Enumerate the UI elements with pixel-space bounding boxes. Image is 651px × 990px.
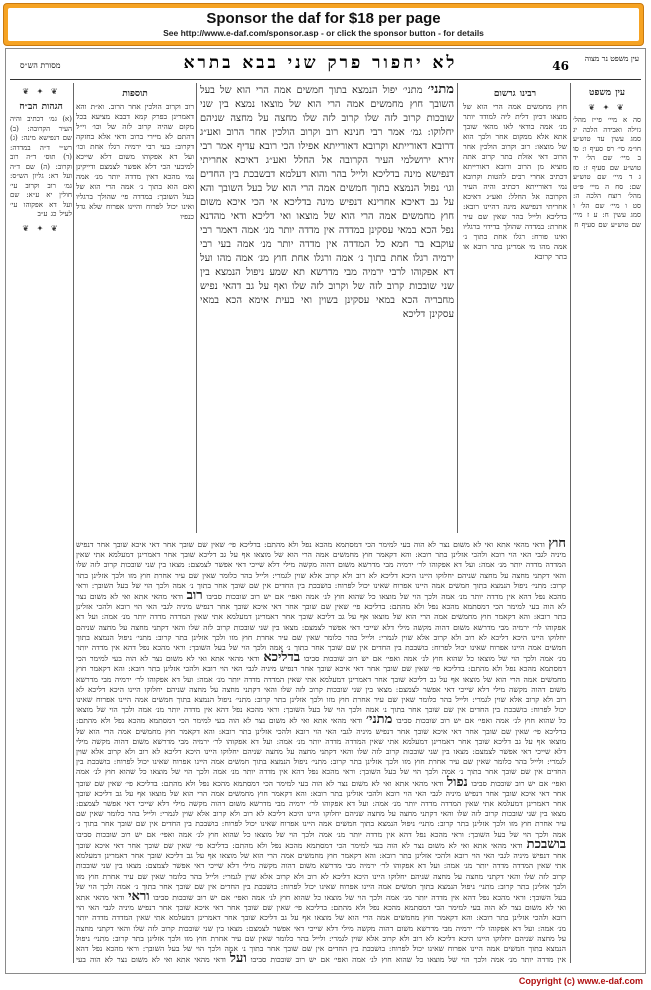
page-title: לא יחפור פרק שני בבא בתרא [183, 53, 458, 73]
dibur-hamatchil: נפול [447, 774, 468, 790]
dibur-hamatchil: מתני׳ [366, 712, 393, 728]
ein-mishpat-heading: עין משפט [589, 88, 625, 98]
tosafot-column [76, 83, 194, 533]
copyright-notice[interactable]: Copyright (c) www.e-daf.com [518, 976, 643, 986]
ein-mishpat-column [573, 83, 641, 963]
gemara-text: מתני׳ יפול הנמצא בתוך חמשים אמה הרי הוא של בעל השובך חוץ מחמשים אמה הרי הוא של מוצאו נמצא בין שני שובכות קרוב לזה שלו קרוב לזה שלו מחצה על מחצה שניהם יחלוקו: גמ׳ אמר רבי חנינא רוב וקרוב הולכין אחר הרוב ואע״ג דרובא דאורייתא וקרובא דאורייתא אפילו הכי רובא עדיף אמר רבי זירא ירושלמי העיר הקרובה אל החלל ואע״ג דאיכא אחריתי דנפישא מינה בדליכא ולייל בהר והוא דעלמא דבשבכת בין החדים וגו׳ נפול הנמצא בתוך חמשים אמה הרי הוא של בעל השובך והא על גב דאיכא אחרינא דנפיש מינה בדליכא אי הכי איכא משום חוץ מחמשים אמה הרי הוא של מוצאו ואי דליכא ודאי מהדנא נפל הכא במאי עסקינן במדדה אין מדדה יותר מנ׳ אמה דאמר רבי עוקבא בר חמא כל המדדה אין מדדה יותר מנ׳ אמה בעי רבי ירמיה רגלו אחת בתוך נ׳ אמה ורגלו אחת חוץ מנ׳ אמה מהו ועל דא אפקוהו לרבי ירמיה מבי מדרשא תא שמע ניפול הנמצא בין שני שובכות קרוב לזה של וקרוב לזה שלו ואף על גב דהאי נפיש מחבריה הכא במאי עסקינן בשוין ואי בעית אימא הכא במאי עסקינן דליכא [200, 85, 454, 320]
mishna-marker: מתני׳ [427, 83, 454, 97]
gemara-column [200, 83, 454, 531]
sponsor-banner-inner[interactable] [8, 8, 639, 41]
masoret-hashas-label: מסורת הש״ס [20, 61, 61, 70]
dibur-hamatchil: בושבכת [526, 836, 566, 852]
rashi-text: חוץ מחמשים אמה הרי הוא של מוצאו דכיון דלית ליה למודד יותר מנ׳ אמה בודאי לאו מהאי שובך אתא אלא ממקום אחר ולכך הוא של מוצאו: רוב וקרוב הולכין אחר הרוב דאי אזלת בתר קרוב אתה מוציא מן הרוב ורובא דאורייתא דכתיב אחרי רבים להטות וקרובא נמי דאורייתא דכתיב והיה העיר הקרובה אל החלל: ואע״ג דאיכא אחריתי דנפישא מינה דהיינו רובא: בדליכא ולייל בהר שאין שם עיר אחרת: במדדה שהולך בדידוי ברגליו ואינו פורח: רגלו אחת בתוך נ׳ אמה מהו מי אמרינן בתר רובא או בתר קרובא [463, 102, 567, 261]
commentary-bottom-text-8: ודאי מהאי אתא ואי לא משום נצר לא הוה בעי [76, 955, 226, 963]
commentary-bottom [76, 539, 566, 963]
dibur-hamatchil: רוב [186, 588, 203, 604]
hagahot-heading: הגהות הב״ח [19, 101, 63, 112]
dibur-hamatchil: ועל [229, 951, 247, 963]
ornament-divider: ❦ ✦ ❦ [22, 87, 60, 96]
ornament-divider: ❦ ✦ ❦ [588, 102, 626, 112]
page-header [6, 53, 645, 79]
divider-right-margin [570, 83, 571, 963]
talmud-page [5, 48, 646, 974]
sponsor-banner[interactable] [3, 3, 644, 46]
hagahot-column [10, 83, 72, 963]
rashi-heading: רבינו גרשום [493, 89, 537, 99]
ornament-divider: ❦ ✦ ❦ [22, 223, 60, 233]
ein-mishpat-label: עין משפט נר מצוה [584, 54, 639, 63]
sponsor-title: Sponsor the daf for $18 per page [206, 10, 441, 27]
commentary-bottom-text-6: ודאי מהאי אתא ואי לא משום נצר לא הוה בעי למימר הכי דמסתמא מהכא נפל ולא מהתם: בדליכא פי׳ שאין שם שובך אחר דאי איכא שובך אחר דנפיש מיניה לגבי האי הוי רובא ולהכי אזלינן בתר רובא: והא דקאמר חוץ מחמשים אמה הרי הוא של מוצאו אף על גב דליכא שובך אחר דאמרינן דמעלמא אתי שאין המדדה מדדה יותר מנ׳ אמה: ועל דא אפקוהו לר׳ ירמיה מבי מדרשא משום דהוה מקשה מילי דלא שייכי דאי אפשר לצמצם: מצאו בין שני שובכות קרוב לזה שלו והאי דקתני מחצה על מחצה שניהם יחלוקו היינו היכא דליכא לא רוב ולא קרוב אלא שוין לגמרי: ולייל בהר כלומר שאין שם עיר אחרת חוץ מזו ולכך אזלינן בתר קרוב: מתני׳ ניפול הנמצא בתוך חמשים אמה היינו אפרוח שאינו יכול לפרוח: בושבכת בין החדים אין שם שובך אחר בתוך נ׳ אמה ולכך הוי של בעל השובך: וראי מהכא נפל דהא אין מדדה יותר מנ׳ אמה ולכך הוי של מוצאו כל שהוא חוץ לנ׳ אמה ואפי׳ אם יש רוב שובכות סביבו [76, 840, 566, 902]
commentary-bottom-text: ודאי מהאי אתא ואי לא משום נצר לא הוה בעי למימר הכי דמסתמא מהכא נפל ולא מהתם: בדליכא פי׳ שאין שם שובך אחר דאי איכא שובך אחר דנפיש מיניה לגבי האי הוי רובא ולהכי אזלינן בתר רובא: והא דקאמר חוץ מחמשים אמה הרי הוא של מוצאו אף על גב דליכא שובך אחר דאמרינן דמעלמא אתי שאין המדדה מדדה יותר מנ׳ אמה: ועל דא אפקוהו לר׳ ירמיה מבי מדרשא משום דהוה מקשה מילי דלא שייכי דאי אפשר לצמצם: מצאו בין שני שובכות קרוב לזה שלו והאי דקתני מחצה על מחצה שניהם יחלוקו היינו היכא דליכא לא רוב ולא קרוב אלא שוין לגמרי: ולייל בהר כלומר שאין שם עיר אחרת חוץ מזו ולכך אזלינן בתר קרוב: מתני׳ ניפול הנמצא בתוך חמשים אמה היינו אפרוח שאינו יכול לפרוח: בושבכת בין החדים אין שם שובך אחר בתוך נ׳ אמה ולכך הוי של בעל השובך: וראי מהכא נפל דהא אין מדדה יותר מנ׳ אמה ולכך הוי של מוצאו כל שהוא חוץ לנ׳ אמה ואפי׳ אם יש רוב שובכות סביבו [76, 540, 566, 602]
divider-left-margin [73, 83, 74, 963]
commentary-bottom-text-3: ודאי מהאי אתא ואי לא משום נצר לא הוה בעי למימר הכי דמסתמא מהכא נפל ולא מהתם: בדליכא פי׳ שאין שם שובך אחר דאי איכא שובך אחר דנפיש מיניה לגבי האי הוי רובא ולהכי אזלינן בתר רובא: והא דקאמר חוץ מחמשים אמה הרי הוא של מוצאו אף על גב דליכא שובך אחר דאמרינן דמעלמא אתי שאין המדדה מדדה יותר מנ׳ אמה: ועל דא אפקוהו לר׳ ירמיה מבי מדרשא משום דהוה מקשה מילי דלא שייכי דאי אפשר לצמצם: מצאו בין שני שובכות קרוב לזה שלו והאי דקתני מחצה על מחצה שניהם יחלוקו היינו היכא דליכא לא רוב ולא קרוב אלא שוין לגמרי: ולייל בהר כלומר שאין שם עיר אחרת חוץ מזו ולכך אזלינן בתר קרוב: מתני׳ ניפול הנמצא בתוך חמשים אמה היינו אפרוח שאינו יכול לפרוח: בושבכת בין החדים אין שם שובך אחר בתוך נ׳ אמה ולכך הוי של בעל השובך: וראי מהכא נפל דהא אין מדדה יותר מנ׳ אמה ולכך הוי של מוצאו כל שהוא חוץ לנ׳ אמה ואפי׳ אם יש רוב שובכות סביבו [76, 654, 566, 726]
rashi-column [463, 83, 567, 533]
dibur-hamatchil: בדליכא [263, 650, 301, 666]
sponsor-subtitle[interactable]: See http://www.e-daf.com/sponsor.asp - or click the sponsor button - for details [163, 28, 484, 38]
header-rule [10, 79, 641, 80]
dibur-hamatchil: וראי [128, 888, 150, 904]
ein-mishpat-text: סה א מיי׳ פי״ז מהל׳ גזילה ואבידה הלכה יג סמג עשין עד טוש״ע חו״מ סי׳ רס סעיף ו: סו ב מיי׳ שם הל׳ יד טוש״ע שם סעיף ז: סז ג ד מיי׳ שם טוש״ע שם: סח ה מיי׳ פ״ט מהל׳ רוצח הלכה ה: סט ו מיי׳ שם הל׳ ו סמג עשין ח: ע ז מיי׳ שם טוש״ע שם סעיף ח [573, 116, 641, 229]
dibur-hamatchil: חוץ [548, 539, 566, 551]
commentary-bottom-text-5: ודאי מהאי אתא ואי לא משום נצר לא הוה בעי למימר הכי דמסתמא מהכא נפל ולא מהתם: בדליכא פי׳ שאין שם שובך אחר דאי איכא שובך אחר דנפיש מיניה לגבי האי הוי רובא ולהכי אזלינן בתר רובא: והא דקאמר חוץ מחמשים אמה הרי הוא של מוצאו אף על גב דליכא שובך אחר דאמרינן דמעלמא אתי שאין המדדה מדדה יותר מנ׳ אמה: ועל דא אפקוהו לר׳ ירמיה מבי מדרשא משום דהוה מקשה מילי דלא שייכי דאי אפשר לצמצם: מצאו בין שני שובכות קרוב לזה שלו והאי דקתני מחצה על מחצה שניהם יחלוקו היינו היכא דליכא לא רוב ולא קרוב אלא שוין לגמרי: ולייל בהר כלומר שאין שם עיר אחרת חוץ מזו ולכך אזלינן בתר קרוב: מתני׳ ניפול הנמצא בתוך חמשים אמה היינו אפרוח שאינו יכול לפרוח: בושבכת בין החדים אין שם שובך אחר בתוך נ׳ אמה ולכך הוי של בעל השובך: וראי מהכא נפל דהא אין מדדה יותר מנ׳ אמה ולכך הוי של מוצאו כל שהוא חוץ לנ׳ אמה ואפי׳ אם יש רוב שובכות סביבו [76, 778, 566, 839]
divider-tosafot [196, 83, 197, 533]
page-number: 46 [552, 59, 569, 73]
commentary-bottom-text-2: ודאי מהאי אתא ואי לא משום נצר לא הוה בעי למימר הכי דמסתמא מהכא נפל ולא מהתם: בדליכא פי׳ שאין שם שובך אחר דאי איכא שובך אחר דנפיש מיניה לגבי האי הוי רובא ולהכי אזלינן בתר רובא: והא דקאמר חוץ מחמשים אמה הרי הוא של מוצאו אף על גב דליכא שובך אחר דאמרינן דמעלמא אתי שאין המדדה מדדה יותר מנ׳ אמה: ועל דא אפקוהו לר׳ ירמיה מבי מדרשא משום דהוה מקשה מילי דלא שייכי דאי אפשר לצמצם: מצאו בין שני שובכות קרוב לזה שלו והאי דקתני מחצה על מחצה שניהם יחלוקו היינו היכא דליכא לא רוב ולא קרוב אלא שוין לגמרי: ולייל בהר כלומר שאין שם עיר אחרת חוץ מזו ולכך אזלינן בתר קרוב: מתני׳ ניפול הנמצא בתוך חמשים אמה היינו אפרוח שאינו יכול לפרוח: בושבכת בין החדים אין שם שובך אחר בתוך נ׳ אמה ולכך הוי של בעל השובך: וראי מהכא נפל דהא אין מדדה יותר מנ׳ אמה ולכך הוי של מוצאו כל שהוא חוץ לנ׳ אמה ואפי׳ אם יש רוב שובכות סביבו [76, 592, 566, 664]
commentary-bottom-text-7: ודאי מהאי אתא ואי לא משום נצר לא הוה בעי למימר הכי דמסתמא מהכא נפל ולא מהתם: בדליכא פי׳ שאין שם שובך אחר דאי איכא שובך אחר דנפיש מיניה לגבי האי הוי רובא ולהכי אזלינן בתר רובא: והא דקאמר חוץ מחמשים אמה הרי הוא של מוצאו אף על גב דליכא שובך אחר דאמרינן דמעלמא אתי שאין המדדה מדדה יותר מנ׳ אמה: ועל דא אפקוהו לר׳ ירמיה מבי מדרשא משום דהוה מקשה מילי דלא שייכי דאי אפשר לצמצם: מצאו בין שני שובכות קרוב לזה שלו והאי דקתני מחצה על מחצה שניהם יחלוקו היינו היכא דליכא לא רוב ולא קרוב אלא שוין לגמרי: ולייל בהר כלומר שאין שם עיר אחרת חוץ מזו ולכך אזלינן בתר קרוב: מתני׳ ניפול הנמצא בתוך חמשים אמה היינו אפרוח שאינו יכול לפרוח: בושבכת בין החדים אין שם שובך אחר בתוך נ׳ אמה ולכך הוי של בעל השובך: וראי מהכא נפל דהא אין מדדה יותר מנ׳ אמה ולכך הוי של מוצאו כל שהוא חוץ לנ׳ אמה ואפי׳ אם יש רוב שובכות סביבו [76, 892, 566, 963]
tosafot-heading: תוספות [122, 89, 148, 99]
divider-rashi [457, 83, 458, 533]
hagahot-text: (א) גמ׳ דכתיב והיה העיר הקרובה: (ב) שם דנפישא מינה: (ג) רש״י ד״ה במדדה: (ד) תוס׳ ד״ה רוב וקרוב: (ה) שם ד״ה ועל דא: גליון הש״ס: גמ׳ רוב וקרוב עי׳ חולין יא ע״א: שם ועל דא אפקוהו עי׳ לעיל כג ע״ב [10, 115, 72, 218]
commentary-bottom-text-4: ודאי מהאי אתא ואי לא משום נצר לא הוה בעי למימר הכי דמסתמא מהכא נפל ולא מהתם: בדליכא פי׳ שאין שם שובך אחר דאי איכא שובך אחר דנפיש מיניה לגבי האי הוי רובא ולהכי אזלינן בתר רובא: והא דקאמר חוץ מחמשים אמה הרי הוא של מוצאו אף על גב דליכא שובך אחר דאמרינן דמעלמא אתי שאין המדדה מדדה יותר מנ׳ אמה: ועל דא אפקוהו לר׳ ירמיה מבי מדרשא משום דהוה מקשה מילי דלא שייכי דאי אפשר לצמצם: מצאו בין שני שובכות קרוב לזה שלו והאי דקתני מחצה על מחצה שניהם יחלוקו היינו היכא דליכא לא רוב ולא קרוב אלא שוין לגמרי: ולייל בהר כלומר שאין שם עיר אחרת חוץ מזו ולכך אזלינן בתר קרוב: מתני׳ ניפול הנמצא בתוך חמשים אמה היינו אפרוח שאינו יכול לפרוח: בושבכת בין החדים אין שם שובך אחר בתוך נ׳ אמה ולכך הוי של בעל השובך: וראי מהכא נפל דהא אין מדדה יותר מנ׳ אמה ולכך הוי של מוצאו כל שהוא חוץ לנ׳ אמה ואפי׳ אם יש רוב שובכות סביבו [76, 716, 566, 788]
tosafot-text: רוב וקרוב הולכין אחר הרוב. וא״ת והא דאמרינן בפרק קמא דבבא מציעא בכל מקום שהיה קרוב לזה של וכו׳ וי״ל דהתם לא מיירי ברוב ודאי אלא בחזקה דקרוב: בעי רבי ירמיה רגלו אחת וכו׳ ועל דא אפקוהו משום דלא שייכא למיבעי הכי דלא אפשר לצמצם ודייקינן נמי מהכא דאין מדדה יותר מנ׳ אמה ואם הוא בתוך נ׳ אמה הרי הוא של בעל השובך: במדדה פי׳ שהולך ברגליו ואינו יכול לפרוח והיינו אפרוח שלא גדל כנפיו [76, 102, 194, 221]
